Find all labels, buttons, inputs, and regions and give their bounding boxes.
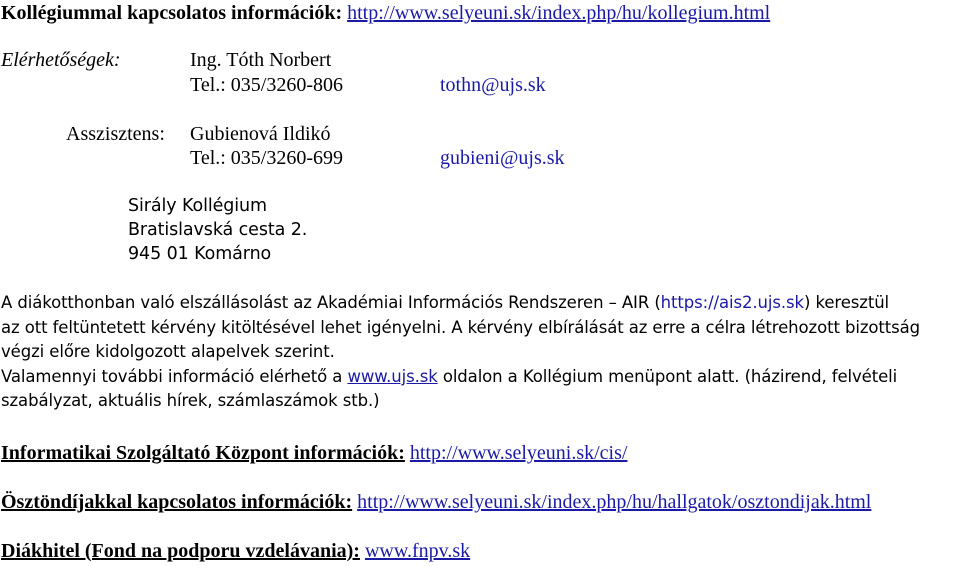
ujs-link[interactable]: www.ujs.sk — [347, 367, 438, 386]
paragraph-line-4-text: Valamennyi további információ elérhető a — [1, 367, 348, 386]
paragraph-line-5: szabályzat, aktuális hírek, számlaszámok stb.) — [1, 391, 380, 410]
manager-email-link[interactable]: tothn@ujs.sk — [440, 74, 546, 96]
address-line-3: 945 01 Komárno — [128, 244, 272, 264]
paragraph-line-1-end: ) keresztül — [804, 293, 890, 312]
osztondij-info-link[interactable]: http://www.selyeuni.sk/index.php/hu/hallgatok/osztondijak.html — [357, 491, 872, 513]
kollegium-info-link[interactable]: http://www.selyeuni.sk/index.php/hu/kollegium.html — [347, 2, 771, 24]
iszk-info-link[interactable]: http://www.selyeuni.sk/cis/ — [409, 442, 628, 464]
diakhitel-info-link[interactable]: www.fnpv.sk — [364, 540, 471, 562]
address-line-2: Bratislavská cesta 2. — [128, 220, 308, 240]
paragraph-line-4 — [1, 369, 897, 386]
iszk-info-label: Informatikai Szolgáltató Központ információk: — [1, 442, 405, 464]
kollegium-info-label: Kollégiummal kapcsolatos információk: — [1, 2, 343, 24]
paragraph-line-2: az ott feltüntetett kérvény kitöltésével lehet igényelni. A kérvény elbírálását az erre a célra létrehozott bizottság — [1, 318, 921, 337]
paragraph-line-1 — [1, 295, 889, 312]
diakhitel-info-label: Diákhitel (Fond na podporu vzdelávania): — [1, 540, 360, 562]
air-link[interactable]: https://ais2.ujs.sk — [660, 293, 804, 312]
paragraph-line-4-end: oldalon a Kollégium menüpont alatt. (házirend, felvételi — [437, 367, 898, 386]
manager-tel: Tel.: 035/3260-806 — [190, 74, 344, 96]
assistant-email-link[interactable]: gubieni@ujs.sk — [440, 147, 565, 169]
assistant-tel: Tel.: 035/3260-699 — [190, 147, 344, 169]
assistant-name: Gubienová Ildikó — [190, 123, 331, 145]
paragraph-line-1-text: A diákotthonban való elszállásolást az Akadémiai Információs Rendszeren – AIR ( — [1, 293, 661, 312]
manager-name: Ing. Tóth Norbert — [190, 49, 332, 71]
address-line-1: Sirály Kollégium — [128, 196, 267, 216]
osztondij-info-line — [1, 492, 871, 512]
osztondij-info-label: Ösztöndíjakkal kapcsolatos információk: — [1, 491, 353, 513]
assistant-label: Asszisztens: — [66, 123, 165, 145]
kollegium-info-line — [1, 3, 770, 23]
diakhitel-info-line — [1, 541, 470, 561]
contacts-label: Elérhetőségek: — [1, 49, 121, 71]
iszk-info-line — [1, 443, 627, 463]
paragraph-line-3: végzi előre kidolgozott alapelvek szerint. — [1, 342, 335, 361]
